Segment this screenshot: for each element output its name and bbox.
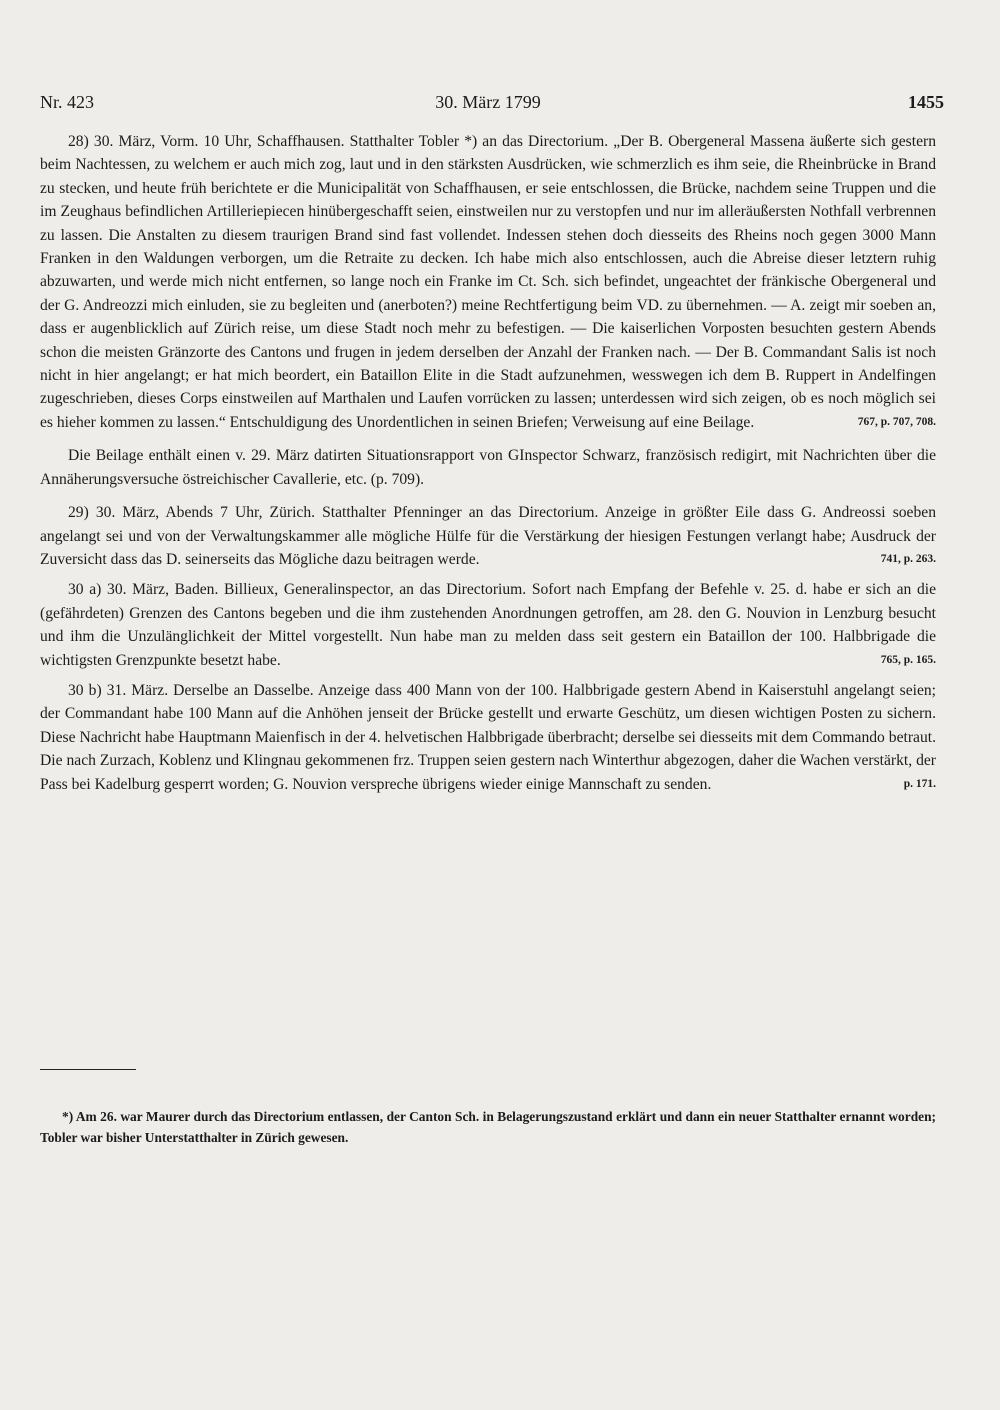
page-header bbox=[40, 92, 944, 116]
entry-text: 28) 30. März, Vorm. 10 Uhr, Schaffhausen. Statthalter Tobler *) an das Directorium. „Der B. Obergeneral Massena äußerte sich gestern beim Nachtessen, zu welchem er auch mich zog, laut und in den stärksten Ausdrücken, wie schmerzlich es ihm seie, die Rheinbrücke in Brand zu stecken, und heute früh berichtete er die Municipalität von Schaffhausen, er seie entschlossen, die Brücke, nachdem seine Truppen und die im Zeughaus befindlichen Artilleriepiecen hinübergeschafft seien, einstweilen nur zu verstopfen und nur im alleräußersten Nothfall verbrennen zu lassen. Die Anstalten zu diesem traurigen Brand sind fast vollendet. Indessen stehen doch diesseits des Rheins noch gegen 3000 Mann Franken in den Waldungen verborgen, um die Retraite zu decken. Ich habe mich also entschlossen, auch die Abreise dieser letztern ruhig abzuwarten, und werde mich nicht entfernen, so lange noch ein Franke im Ct. Sch. sich befindet, ungeachtet der fränkische Obergeneral und der G. Andreozzi mich einluden, sie zu begleiten und (anerboten?) meine Rechtfertigung beim VD. zu übernehmen. — A. zeigt mir soeben an, dass er augenblicklich auf Zürich reise, um diese Stadt noch mehr zu befestigen. — Die kaiserlichen Vorposten besuchten gestern Abends schon die meisten Gränzorte des Cantons und frugen in jedem derselben der Anzahl der Franken nach. — Der B. Commandant Salis ist noch nicht in hier angelangt; er hat mich beordert, ein Bataillon Elite in die Stadt aufzunehmen, wesswegen ich dem B. Ruppert in Andelfingen zugeschrieben, dieses Corps einstweilen auf Marthalen und Laufen vorrücken zu lassen; unterdessen wird sich zeigen, ob es noch möglich sei es hieher kommen zu lassen.“ Entschuldigung des Unordentlichen in seinen Briefen; Verweisung auf eine Beilage. bbox=[40, 133, 936, 431]
entry-beilage bbox=[40, 444, 936, 491]
entry-30a bbox=[40, 578, 936, 672]
entry-28 bbox=[40, 130, 936, 434]
entry-text: 30 a) 30. März, Baden. Billieux, Generalinspector, an das Directorium. Sofort nach Empfang der Befehle v. 25. d. habe er sich an die (gefährdeten) Grenzen des Cantons begeben und die ihm zustehenden Anordnungen getroffen, am 28. den G. Nouvion in Lenzburg besucht und ihm die Unzulänglichkeit der Mittel vorgestellt. Nun habe man zu melden dass seit gestern ein Bataillon der 100. Halbbrigade die wichtigsten Grenzpunkte besetzt habe. bbox=[40, 581, 936, 669]
document-body bbox=[40, 130, 936, 796]
footnote: *) Am 26. war Maurer durch das Directorium entlassen, der Canton Sch. in Belagerungszustand erklärt und dann ein neuer Statthalter ernannt worden; Tobler war bisher Unterstatthalter in Zürich gewesen. bbox=[40, 1109, 936, 1146]
footnote-divider bbox=[40, 1069, 136, 1070]
entry-30b bbox=[40, 679, 936, 796]
header-date: 30. März 1799 bbox=[435, 92, 541, 112]
entry-reference: 741, p. 263. bbox=[880, 552, 936, 565]
entry-29 bbox=[40, 501, 936, 571]
page-number: 1455 bbox=[908, 92, 944, 112]
entry-text: 30 b) 31. März. Derselbe an Dasselbe. Anzeige dass 400 Mann von der 100. Halbbrigade gestern Abend in Kaiserstuhl angelangt seien; der Commandant habe 100 Mann auf die Anhöhen jenseit der Brücke gestellt und erwarte Geschütz, um diesen wichtigen Posten zu sichern. Diese Nachricht habe Hauptmann Maienfisch in der 4. helvetischen Halbbrigade überbracht; derselbe sei diesseits mit dem Commando betraut. Die nach Zurzach, Koblenz und Klingnau gekommenen frz. Truppen seien gestern nach Winterthur abgezogen, daher die Wachen verstärkt, der Pass bei Kadelburg gesperrt worden; G. Nouvion verspreche übrigens wieder einige Mannschaft zu senden. bbox=[40, 681, 936, 793]
entry-reference: 767, p. 707, 708. bbox=[857, 415, 936, 428]
entry-text: Die Beilage enthält einen v. 29. März datirten Situationsrapport von GInspector Schwarz, französisch redigirt, mit Nachrichten über die Annäherungsversuche östreichischer Cavallerie, etc. (p. 709). bbox=[40, 447, 936, 488]
entry-text: 29) 30. März, Abends 7 Uhr, Zürich. Statthalter Pfenninger an das Directorium. Anzeige in größter Eile dass G. Andreossi soeben angelangt sei und von der Verwaltungskammer alle mögliche Hülfe für die Verstärkung der hiesigen Festungen verlangt habe; Ausdruck der Zuversicht dass das D. seinerseits das Mögliche dazu beitragen werde. bbox=[40, 504, 936, 568]
entry-reference: p. 171. bbox=[903, 777, 936, 790]
document-number: Nr. 423 bbox=[40, 92, 94, 112]
entry-reference: 765, p. 165. bbox=[880, 653, 936, 666]
